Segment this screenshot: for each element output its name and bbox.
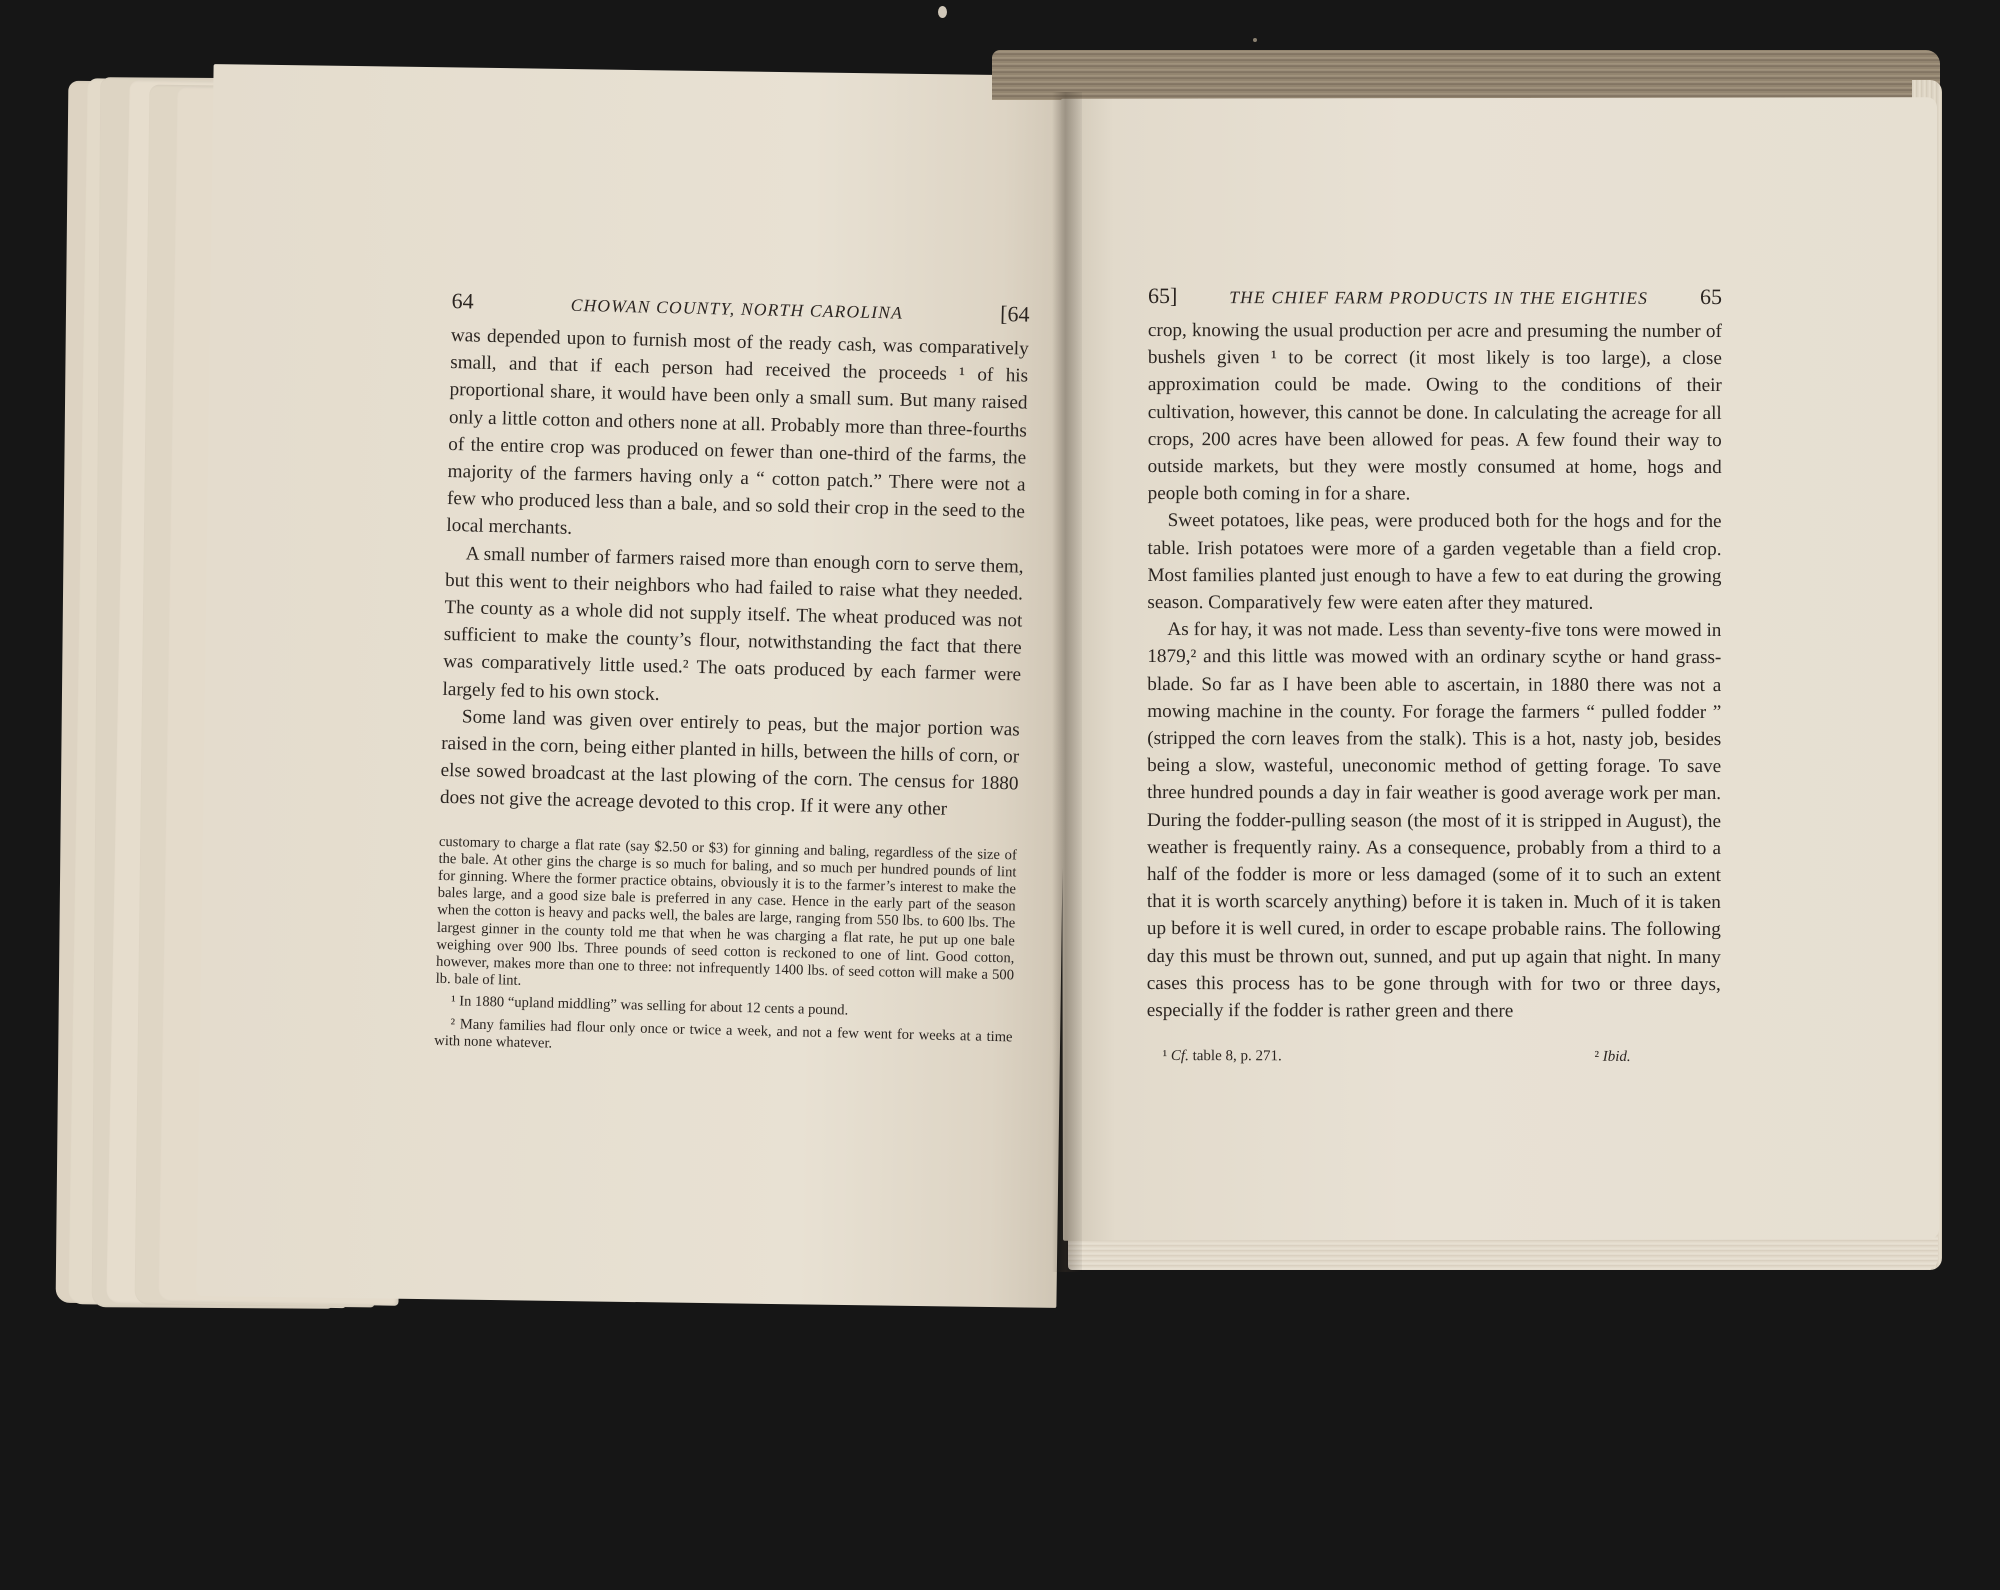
left-page-text <box>434 288 1030 1063</box>
right-running-header <box>1148 283 1722 310</box>
body-paragraph: crop, knowing the usual production per acre and presuming the number of bushels given ¹ to be correct (it most likely is too large), a close approximation could be made. Owing to the conditions of their cultivation, however, this cannot be done. In calculating the acreage for all crops, 200 acres have been allowed for peas. A few found their way to outside markets, but they were mostly consumed at home, hogs and people both coming in for a share. <box>1147 319 1722 505</box>
body-paragraph: Sweet potatoes, like peas, were produced both for the hogs and for the table. Irish potatoes were more of a garden vegetable than a field crop. Most families planted just enough to have a few to eat during the growing season. Comparatively few were eaten after they matured. <box>1147 510 1722 614</box>
right-page-bottom-edge <box>1068 1236 1938 1270</box>
footnote-mark: ² <box>1594 1049 1599 1066</box>
footnotes <box>1147 1048 1721 1066</box>
footnote-ibid: Ibid. <box>1602 1049 1631 1066</box>
book-gutter <box>1052 92 1082 1272</box>
body-paragraph: A small number of farmers raised more than enough corn to serve them, but this went to their neighbors who had failed to raise what they needed. The county as a whole did not supply itself. The wheat produced was not sufficient to make the county’s flour, notwithstanding the fact that there was comparatively little used.² The oats produced by each farmer were largely fed to his own stock. <box>442 543 1024 705</box>
bracket-page-number: 65] <box>1147 283 1178 309</box>
running-head: THE CHIEF FARM PRODUCTS IN THE EIGHTIES <box>1229 287 1649 308</box>
dust-speck <box>1253 38 1257 42</box>
footnote-mark: ¹ <box>1162 1048 1168 1065</box>
running-head: CHOWAN COUNTY, NORTH CAROLINA <box>570 294 904 323</box>
bracket-page-number: [64 <box>999 300 1030 327</box>
page-number: 64 <box>451 288 474 314</box>
right-page-text <box>1147 283 1722 1066</box>
footnote-1 <box>1163 1048 1282 1065</box>
body-paragraph: was depended upon to furnish most of the ready cash, was comparatively small, and that if each person had received the proceeds ¹ of his proportional share, it would have been only a small sum. But many raised only a little cotton and others none at all. Probably more than three-fourths of the entire crop was produced on fewer than one-third of the farms, the majority of the farmers having only a “ cotton patch.” There were not a few who produced less than a bale, and so sold their crop in the seed to the local merchants. <box>446 324 1029 540</box>
footnote-2 <box>1594 1049 1630 1066</box>
footnote-cf: Cf. <box>1170 1048 1189 1065</box>
footnotes <box>434 834 1017 1064</box>
page-number: 65 <box>1699 283 1722 310</box>
footnote-1: ¹ In 1880 “upland middling” was selling for about 12 cents a pound. <box>450 993 849 1020</box>
dust-speck <box>938 6 947 18</box>
body-paragraph: Some land was given over entirely to peas, but the major portion was raised in the corn, being either planted in hills, between the hills of corn, or else sowed broadcast at the last plowing of the corn. The census for 1880 does not give the acreage devoted to this crop. If it were any other <box>439 706 1020 821</box>
body-paragraph: As for hay, it was not made. Less than seventy-five tons were mowed in 1879,² and this little was mowed with an ordinary scythe or hand grass-blade. So far as I have been able to ascertain, in 1880 there was not a mowing machine in the county. For forage the farmers “ pulled fodder ” (stripped the corn leaves from the stalk). This is a hot, nasty job, besides being a slow, wasteful, uneconomic method of getting forage. To save three hundred pounds a day in fair weather is good average work per man. During the fodder-pulling season (the most of it is stripped in August), the weather is frequently rainy. As a consequence, probably from a third to a half of the fodder is more or less damaged (some of it to such an extent that it is worth scarcely anything) before it is taken in. Much of it is taken up before it is well cured, in order to escape probable rains. The following day this must be thrown out, sunned, and put up again that night. In many cases this process has to be gone through with for two or three days, especially if the fodder is rather green and there <box>1146 619 1722 1022</box>
footnote-2: ² Many families had flour only once or twice a week, and not a few went for weeks at a time with none whatever. <box>434 1015 1013 1052</box>
footnote-continuation: customary to charge a flat rate (say $2.50 or $3) for ginning and baling, regardless of the size of the bale. At other gins the charge is so much for baling, and so much per hundred pounds of lint for ginning. Where the former practice obtains, obviously it is to the farmer’s interest to make the bales large, and a good size bale is preferred in any case. Hence in the early part of the season when the cotton is heavy and packs well, the bales are large, ranging from 550 lbs. to 600 lbs. The largest ginner in the county told me that when he was charging a flat rate, he put up one bale weighing over 900 lbs. Three pounds of seed cotton is reckoned to one of lint. Good cotton, however, makes more than one to three: not infrequently 1400 lbs. of seed cotton will make a 500 lb. bale of lint. <box>435 833 1017 990</box>
footnote-ref: table 8, p. 271. <box>1188 1048 1282 1065</box>
right-page-top-edge <box>992 50 1940 100</box>
